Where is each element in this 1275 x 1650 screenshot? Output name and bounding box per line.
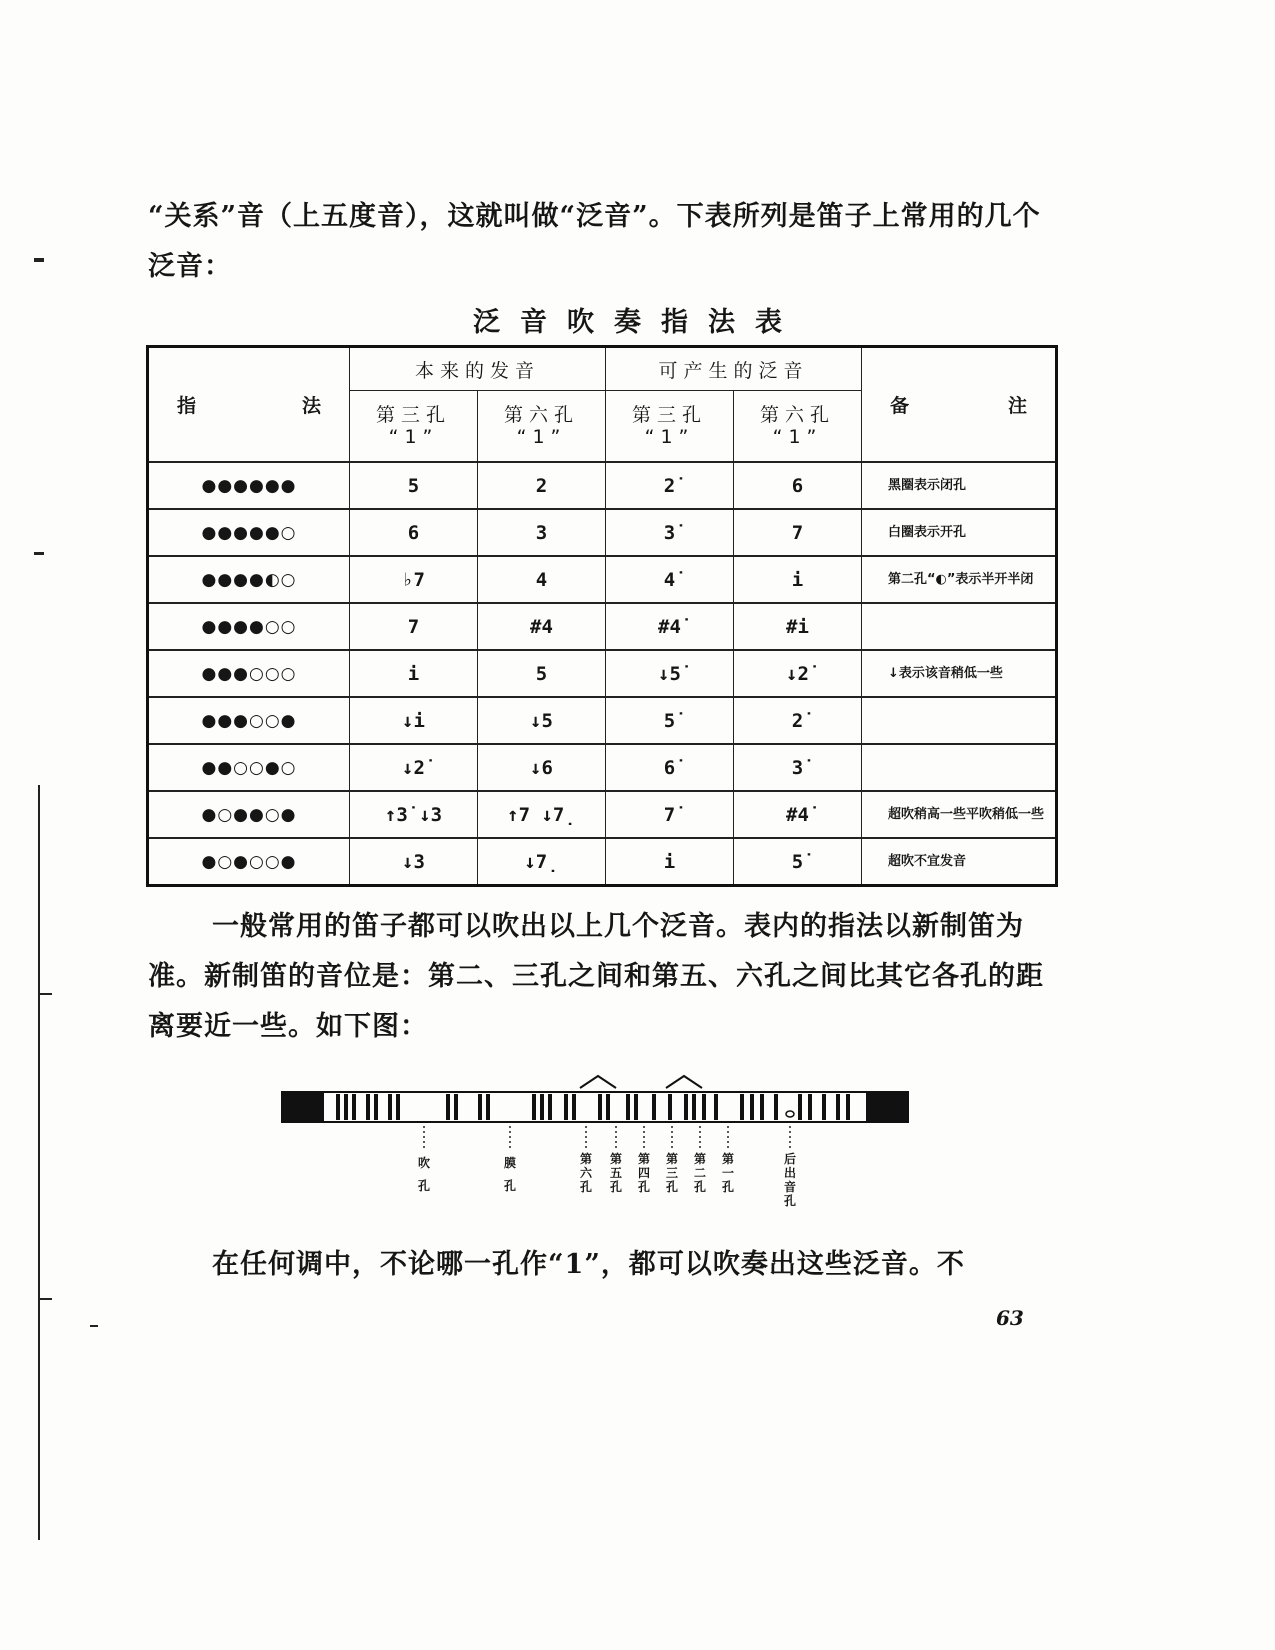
flute-band [808,1094,812,1120]
flute-band [344,1094,348,1120]
remark-cell: 超吹不宜发音 [862,838,1057,886]
remark-cell [862,697,1057,744]
hole-label: 膜孔 [503,1156,516,1193]
scan-edge-line [38,785,40,1540]
table-row [148,556,1057,603]
note-cell-orig6: 3 [478,509,606,556]
note-cell-over3: i [606,838,734,886]
note-cell-over6: #i [734,603,862,650]
note-cell-orig3: 7 [350,603,478,650]
flute-end-left [282,1092,324,1122]
flute-band [760,1094,764,1120]
note-cell-over6: ↓2̇ [734,650,862,697]
overtone-fingering-table [146,345,1058,887]
note-cell-over6: i [734,556,862,603]
flute-band [836,1094,840,1120]
fingering-cell: ●●○○●○ [148,744,350,791]
note-cell-over3: 7̇ [606,791,734,838]
flute-band [532,1094,536,1120]
scan-mark [38,993,52,995]
flute-band [702,1094,706,1120]
fingering-cell: ●●●○○○ [148,650,350,697]
table-title: 泛音吹奏指法表 [473,307,802,338]
note-cell-over6: 6 [734,462,862,509]
flute-band [572,1094,576,1120]
note-cell-over3: 2̇ [606,462,734,509]
flute-band [396,1094,400,1120]
flute-band [684,1094,688,1120]
table-row [148,697,1057,744]
hole-label: 吹孔 [417,1156,430,1193]
flute-band [740,1094,744,1120]
flute-band [750,1094,754,1120]
note-cell-over3: 4̇ [606,556,734,603]
note-cell-orig3: ↑3̇ ↓3 [350,791,478,838]
flute-band [668,1094,672,1120]
table-row [148,791,1057,838]
table-row [148,744,1057,791]
flute-band [388,1094,392,1120]
note-cell-over6: #4̇ [734,791,862,838]
note-cell-over3: 5̇ [606,697,734,744]
flute-band [626,1094,630,1120]
hole-label: 后出音孔 [783,1152,796,1208]
hole-label: 第四孔 [637,1152,650,1194]
remark-cell: ↓表示该音稍低一些 [862,650,1057,697]
note-cell-orig3: ↓2̇ [350,744,478,791]
note-cell-orig3: ↓i [350,697,478,744]
note-cell-orig6: #4 [478,603,606,650]
fingering-cell: ●●●●●○ [148,509,350,556]
remark-cell: 超吹稍高一些平吹稍低一些 [862,791,1057,838]
note-cell-over6: 2̇ [734,697,862,744]
flute-band [846,1094,850,1120]
flute-band [446,1094,450,1120]
table-row [148,509,1057,556]
note-cell-orig3: ↓3 [350,838,478,886]
note-cell-orig3: i [350,650,478,697]
note-cell-orig6: ↓5 [478,697,606,744]
note-cell-orig3: 5 [350,462,478,509]
table-row [148,838,1057,886]
body-paragraph: 一般常用的笛子都可以吹出以上几个泛音。表内的指法以新制笛为准。新制笛的音位是：第二、三孔之间和第五、六孔之间比其它各孔的距离要近一些。如下图： [148,911,1044,1042]
flute-band [352,1094,356,1120]
close-spacing-mark-5-6 [580,1076,616,1088]
hole-label: 第六孔 [579,1152,592,1194]
remark-cell [862,744,1057,791]
flute-band [336,1094,340,1120]
closing-paragraph: 在任何调中，不论哪一孔作“1”，都可以吹奏出这些泛音。不 [212,1249,965,1280]
note-cell-over6: 5̇ [734,838,862,886]
flute-band [478,1094,482,1120]
fingering-cell: ●●●○○● [148,697,350,744]
hole-label: 第三孔 [665,1152,678,1194]
fingering-cell: ●●●●◐○ [148,556,350,603]
flute-band [374,1094,378,1120]
note-cell-orig3: ♭7 [350,556,478,603]
table-row [148,650,1057,697]
flute-band [634,1094,638,1120]
header-original-sound: 本来的发音 [350,347,606,391]
header-remarks: 备 注 [862,347,1057,463]
close-spacing-mark-2-3 [666,1076,702,1088]
flute-band [564,1094,568,1120]
header-fingering: 指 法 [148,347,350,463]
hole-label: 第一孔 [721,1152,734,1194]
note-cell-over6: 3̇ [734,744,862,791]
note-cell-over3: #4̇ [606,603,734,650]
flute-band [774,1094,778,1120]
flute-band [652,1094,656,1120]
fingering-cell: ●○●●○● [148,791,350,838]
note-cell-over3: 3̇ [606,509,734,556]
note-cell-orig6: ↑7 ↓7̣ [478,791,606,838]
flute-hole-labels [280,1150,920,1230]
flute-band [366,1094,370,1120]
scan-mark [34,552,44,555]
scan-mark [90,1325,98,1327]
flute-band [486,1094,490,1120]
note-cell-over3: 6̇ [606,744,734,791]
header-overtones: 可产生的泛音 [606,347,862,391]
note-cell-over3: ↓5̇ [606,650,734,697]
note-cell-over6: 7 [734,509,862,556]
remark-cell: 第二孔“◐”表示半开半闭 [862,556,1057,603]
fingering-cell: ●●●●○○ [148,603,350,650]
note-cell-orig6: 5 [478,650,606,697]
table-row [148,462,1057,509]
remark-cell: 白圈表示开孔 [862,509,1057,556]
table-body [148,462,1057,886]
flute-band [540,1094,544,1120]
flute-band [454,1094,458,1120]
hole-label: 第五孔 [609,1152,622,1194]
scan-mark [38,1298,52,1300]
flute-band [714,1094,718,1120]
flute-band [598,1094,602,1120]
remark-cell: 黑圈表示闭孔 [862,462,1057,509]
flute-band [606,1094,610,1120]
note-cell-orig6: 2 [478,462,606,509]
header-orig-hole3: 第三孔 “1” [350,391,478,463]
flute-leader-lines [424,1126,790,1148]
fingering-cell: ●○●○○● [148,838,350,886]
page-number: 63 [996,1306,1024,1330]
note-cell-orig6: ↓7̣ [478,838,606,886]
header-over-hole6: 第六孔 “1” [734,391,862,463]
flute-band [692,1094,696,1120]
scan-mark [34,258,44,262]
note-cell-orig3: 6 [350,509,478,556]
table-row [148,603,1057,650]
flute-end-right [866,1092,908,1122]
intro-paragraph: “关系”音（上五度音），这就叫做“泛音”。下表所列是笛子上常用的几个泛音： [148,201,1041,282]
header-over-hole3: 第三孔 “1” [606,391,734,463]
note-cell-orig6: ↓6 [478,744,606,791]
flute-diagram [280,1068,920,1148]
flute-body-group [282,1076,908,1148]
remark-cell [862,603,1057,650]
flute-band [822,1094,826,1120]
flute-band [798,1094,802,1120]
header-orig-hole6: 第六孔 “1” [478,391,606,463]
note-cell-orig6: 4 [478,556,606,603]
hole-label: 第二孔 [693,1152,706,1194]
fingering-cell: ●●●●●● [148,462,350,509]
flute-band [548,1094,552,1120]
